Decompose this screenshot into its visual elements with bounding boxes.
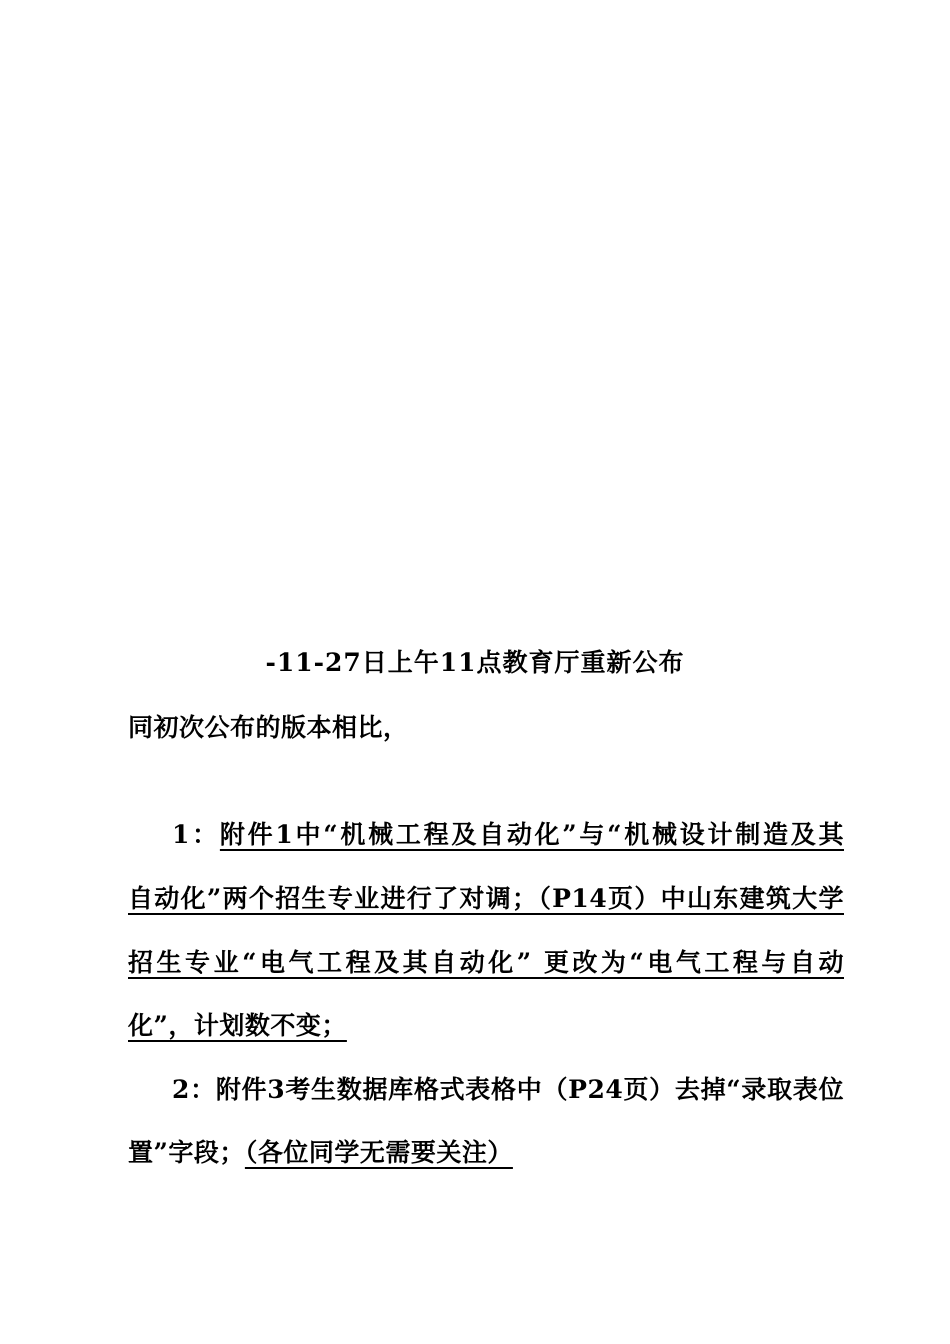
notice-title: -11-27日上午11点教育厅重新公布 bbox=[265, 648, 685, 677]
item1-text-line4: 化”，计划数不变； bbox=[128, 1011, 347, 1040]
item1-number: 1： bbox=[172, 820, 220, 849]
item1-line1 bbox=[128, 820, 844, 850]
item1-text-line1: 附件1中“机械工程及自动化”与“机械设计制造及其 bbox=[219, 820, 844, 849]
item1-line3: 招生专业“电气工程及其自动化” 更改为“电气工程与自动 bbox=[128, 948, 844, 977]
item2-line1 bbox=[128, 1075, 844, 1105]
item1-line2: 自动化”两个招生专业进行了对调；（P14页）中山东建筑大学 bbox=[128, 884, 844, 913]
item2-line2 bbox=[128, 1138, 844, 1168]
item2-number: 2： bbox=[172, 1075, 216, 1104]
item2-text-underlined: （各位同学无需要关注） bbox=[244, 1138, 513, 1167]
notice-intro: 同初次公布的版本相比， bbox=[128, 713, 409, 742]
item1-line4 bbox=[128, 1011, 844, 1041]
item2-text-line1: 附件3考生数据库格式表格中（P24页）去掉“录取表位 bbox=[215, 1075, 844, 1104]
item2-text-plain: 置”字段； bbox=[128, 1138, 245, 1167]
